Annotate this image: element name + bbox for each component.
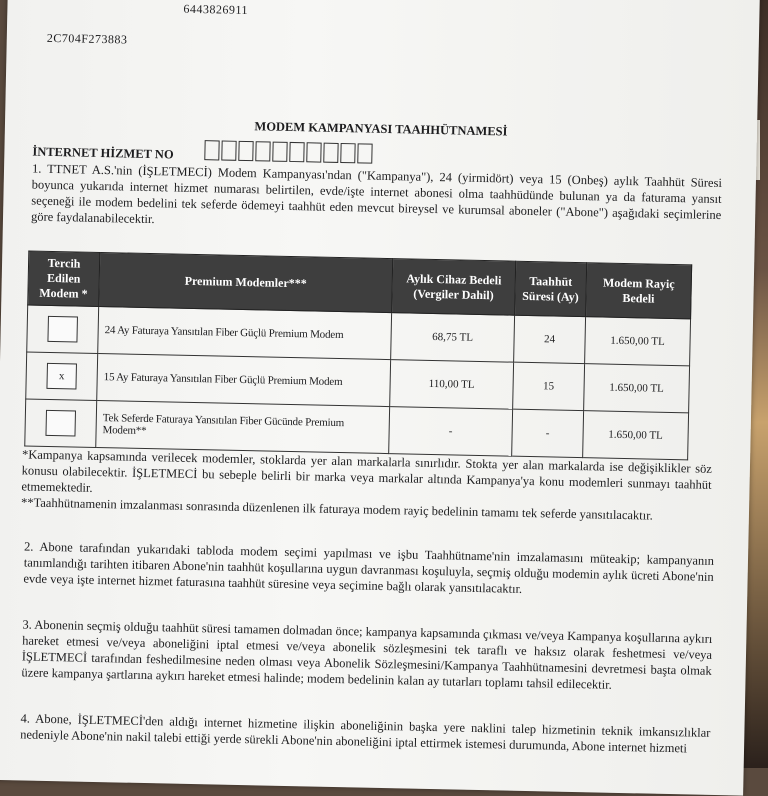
header-code-serial: 2C704F273883 (46, 30, 128, 47)
intro-paragraph: 1. TTNET A.S.'nin (İŞLETMECİ) Modem Kampanyası'ndan ("Kampanya"), 24 (yirmidört) veya 15 (Onbeş) aylık Taahhüt Süresi boyunca yukarıda internet hizmet numarası belirtilen, evde/işte internet abonesi olma taahhüdünde bulunan ya da faturama yansıt seçeneği ile modem bedelini tek seferde ödemeyi taahhüt eden mevcut bireysel ve kurumsal aboneler ("Abone") aşağıdaki seçimlerine göre faydalanabilecektir. (30, 161, 723, 227)
modem-name: 15 Ay Faturaya Yansıtılan Fiber Güçlü Premium Modem (97, 353, 391, 406)
modem-checkbox[interactable]: x (46, 363, 77, 390)
digit-box (357, 143, 372, 163)
paragraph-4: 4. Abone, İŞLETMECİ'den aldığı internet hizmetine ilişkin aboneliğinin başka yere naklini talep hizmetinin teknik imkansızlıklar nedeniyle Abone'nin nakil talebi ettiği yerde sürekli Abone'nin aboneliğini iptal ettirmek istemesi durumunda, Abone internet hizmeti (20, 711, 711, 756)
monthly-fee: 68,75 TL (391, 313, 515, 363)
col-header-choice: Tercih Edilen Modem * (28, 251, 100, 306)
digit-box (340, 143, 355, 163)
digit-box (221, 141, 236, 161)
document-title: MODEM KAMPANYASI TAAHHÜTNAMESİ (254, 119, 508, 139)
digit-box (289, 142, 304, 162)
term-months: 15 (513, 362, 585, 410)
digit-box (238, 141, 253, 161)
header-code-top: 6443826911 (183, 1, 249, 18)
footnote-stock: *Kampanya kapsamında verilecek modemler, stoklarda yer alan markalarla sınırlıdır. Stokta yer alan markalarda ise değişiklikler söz konusu olabilecektir. İŞLETMECİ bu sebeple belirli bir marka veya markalar altında Kampanya'ya konu modemleri sunmayı taahhüt etmemektedir. (21, 447, 713, 495)
col-header-term: Taahhüt Süresi (Ay) (515, 261, 587, 316)
campaign-table (24, 250, 692, 460)
modem-name: 24 Ay Faturaya Yansıtılan Fiber Güçlü Premium Modem (98, 306, 392, 359)
modem-name: Tek Seferde Faturaya Yansıtılan Fiber Gücünde Premium Modem** (96, 400, 390, 453)
col-header-modem: Premium Modemler*** (99, 252, 393, 312)
term-months: 24 (514, 315, 586, 363)
digit-box (272, 142, 287, 162)
digit-box (306, 142, 321, 162)
footnote-invoice: **Taahhütnamenin imzalanması sonrasında düzenlenen ilk faturaya modem rayiç bedelinin tamamı tek seferde yansıtılacaktır. (20, 495, 653, 523)
modem-value: 1.650,00 TL (584, 364, 690, 413)
modem-value: 1.650,00 TL (583, 411, 689, 460)
col-header-fee: Aylık Cihaz Bedeli (Vergiler Dahil) (392, 259, 516, 316)
monthly-fee: 110,00 TL (390, 360, 514, 410)
term-months: - (512, 409, 584, 457)
digit-box (323, 143, 338, 163)
modem-checkbox[interactable] (47, 316, 78, 343)
internet-no-boxes (204, 140, 374, 164)
paragraph-2: 2. Abone tarafından yukarıdaki tabloda modem seçimi yapılması ve işbu Taahhütname'nin imzalamasını müteakip; kampanyanın tanımlandığı tarihten itibaren Abone'nin taahhüt koşullarına uygun davranması koşuluyla, seçmiş olduğu modemin aylık ücreti Abone'nin evde veya işte internet hizmet faturasına taahhüt süresine veya seçimine bağlı olarak yansıtılacaktır. (23, 539, 715, 596)
col-header-value: Modem Rayiç Bedeli (586, 263, 692, 319)
digit-box (204, 140, 219, 160)
digit-box (255, 141, 270, 161)
modem-checkbox[interactable] (45, 410, 76, 437)
monthly-fee: - (389, 407, 513, 457)
paragraph-3: 3. Abonenin seçmiş olduğu taahhüt süresi tamamen dolmadan önce; kampanya kapsamında çıkması ve/veya Kampanya koşullarına aykırı hareket etmesi ve/veya aboneliğini iptal etmesi ve/veya abonelik sözleşmesini tek taraflı ve haksız olarak feshetmesi ve/veya İŞLETMECİ tarafından feshedilmesine neden olması veya Abonelik Sözleşmesini/Kampanya Taahhütnamesini devretmesi başta olmak üzere kampanya şartlarına aykırı hareket etmesi halinde; modem bedelinin kalan ay tutarları toplamı tahsil edilecektir. (21, 617, 713, 692)
internet-no-label: İNTERNET HİZMET NO (32, 144, 174, 162)
modem-value: 1.650,00 TL (585, 317, 691, 366)
